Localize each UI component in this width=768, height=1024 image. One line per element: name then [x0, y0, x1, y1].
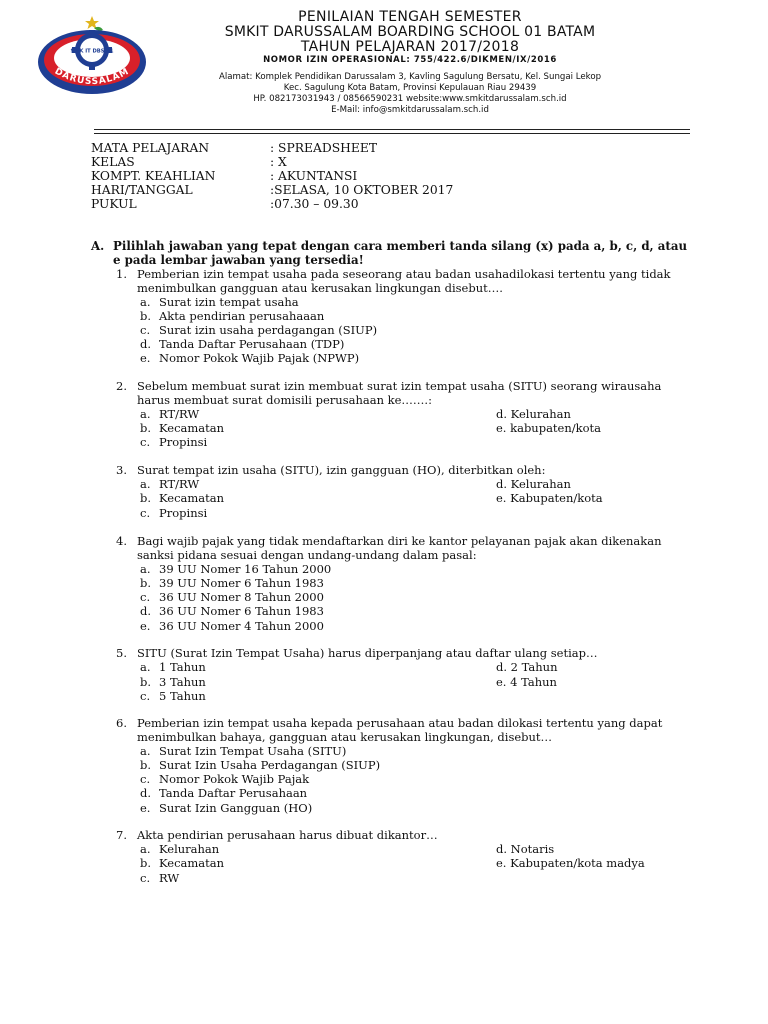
- option-d: d. Kelurahan: [496, 407, 571, 421]
- info-label: PUKUL: [91, 197, 137, 211]
- question-number: 6.: [116, 716, 127, 730]
- exam-page: SMK IT DBS 01 DARUSSALAM PENILAIAN TENGAH SEMESTER SMKIT DARUSSALAM BOARDING SCHOOL 01 BATAM TAHUN PELAJARAN 2017/2018 NOMOR IZIN OPERASIONAL: 755/422.6/DIKMEN/IX/2016 Alamat: Komplek Pendidikan Darussalam 3, Kavling Sagulung Bersatu, Kel. Sungai Lekop Kec. Sagulung Kota Batam, Provinsi Kepulauan Riau 29439 HP. 082173031943 / 08566590231 website:www.smkitdarussalam.sch.id E-Mail: info@smkitdarussalam.sch.id MATA PELAJARAN : SPREADSHEET KELAS : X KOMPT. KEAHLIAN : AKUNTANSI HARI/TANGGAL :SELASA, 10 OKTOBER 2017 PUKUL :07.30 – 09.30 A. Pilihlah jawaban yang tepat dengan cara memberi tanda silang (x) pada a, b, c, d, atau e pada lembar jawaban yang tersedia! 1. Pemberian izin tempat usaha pada seseorang atau badan usahadilokasi tertentu yang tidak menimbulkan gangguan atau kerusakan lingkungan disebut…. a. Surat izin tempat usaha b. Akta pendirian perusahaaan c. Surat izin usaha perdagangan (SIUP) d. Tanda Daftar Perusahaan (TDP) e. Nomor Pokok Wajib Pajak (NPWP) 2. Sebelum membuat surat izin membuat surat izin tempat usaha (SITU) seorang wirausaha harus membuat surat domisili perusahaan ke…….: a. RT/RW b. Kecamatan c. Propinsi d. Kelurahan e. kabupaten/kota 3. Surat tempat izin usaha (SITU), izin gangguan (HO), diterbitkan oleh: a. RT/RW b. Kecamatan c. Propinsi d. Kelurahan e. Kabupaten/kota 4. Bagi wajib pajak yang tidak mendaftarkan diri ke kantor pelayanan pajak akan dikenakan sanksi pidana sesuai dengan undang-undang dalam pasal: a. 39 UU Nomer 16 Tahun 2000 b. 39 UU Nomer 6 Tahun 1983 c. 36 UU Nomer 8 Tahun 2000 d. 36 UU Nomer 6 Tahun 1983 e. 36 UU Nomer 4 Tahun 2000 5. SITU (Surat Izin Tempat Usaha) harus diperpanjang atau daftar ulang setiap… a. 1 Tahun b. 3 Tahun c. 5 Tahun d. 2 Tahun e. 4 Tahun 6. Pemberian izin tempat usaha kepada perusahaan atau badan dilokasi tertentu yang dapat menimbulkan bahaya, gangguan atau kerusakan lingkungan, disebut… a. Surat Izin Tempat Usaha (SITU) b. Surat Izin Usaha Perdagangan (SIUP) c. Nomor Pokok Wajib Pajak d. Tanda Daftar Perusahaan e. Surat Izin Gangguan (HO) 7. Akta pendirian perusahaan harus dibuat dikantor… a. Kelurahan b. Kecamatan c. RW d. Notaris e. Kabupaten/kota madya: [0, 0, 768, 1024]
- option-d: d. 2 Tahun: [496, 660, 558, 674]
- instruction-text: Pilihlah jawaban yang tepat dengan cara memberi tanda silang (x) pada a, b, c, d, atau e pada lembar jawaban yang tersedia!: [113, 239, 688, 267]
- info-value: :07.30 – 09.30: [270, 197, 359, 211]
- logo-ring-text: DARUSSALAM: [52, 66, 132, 88]
- info-value: : AKUNTANSI: [270, 169, 358, 183]
- info-label: MATA PELAJARAN: [91, 141, 210, 155]
- address-line-2: Kec. Sagulung Kota Batam, Provinsi Kepulauan Riau 29439: [283, 83, 537, 93]
- academic-year: TAHUN PELAJARAN 2017/2018: [300, 39, 520, 55]
- question-text: Akta pendirian perusahaan harus dibuat dikantor…: [137, 828, 438, 842]
- info-value: :SELASA, 10 OKTOBER 2017: [270, 183, 454, 197]
- question-text: Surat tempat izin usaha (SITU), izin gangguan (HO), diterbitkan oleh:: [137, 463, 546, 477]
- question-number: 7.: [116, 828, 127, 842]
- address-line-1: Alamat: Komplek Pendidikan Darussalam 3, Kavling Sagulung Bersatu, Kel. Sungai Lekop: [218, 72, 602, 82]
- question-number: 3.: [116, 463, 127, 477]
- section-letter: A.: [91, 239, 105, 253]
- question-number: 2.: [116, 379, 127, 393]
- option-e: e. Kabupaten/kota: [496, 491, 603, 505]
- address-line-4: E-Mail: info@smkitdarussalam.sch.id: [331, 105, 489, 115]
- question-number: 1.: [116, 267, 127, 281]
- question-number: 5.: [116, 646, 127, 660]
- header-divider-thin: [94, 133, 690, 134]
- logo-badge-text: SMK IT DBS 01: [70, 48, 114, 55]
- header-divider: [94, 129, 690, 130]
- option-e: e. kabupaten/kota: [496, 421, 602, 435]
- exam-title: PENILAIAN TENGAH SEMESTER: [298, 9, 522, 25]
- question-number: 4.: [116, 534, 127, 548]
- address-line-3: HP. 082173031943 / 08566590231 website:www.smkitdarussalam.sch.id: [253, 94, 567, 104]
- question-text: Pemberian izin tempat usaha pada seseorang atau badan usahadilokasi tertentu yang tidak menimbulkan gangguan atau kerusakan lingkungan disebut….: [137, 267, 671, 295]
- question-text: Pemberian izin tempat usaha kepada perusahaan atau badan dilokasi tertentu yang dapat menimbulkan bahaya, gangguan atau kerusakan lingkungan, disebut…: [137, 716, 663, 744]
- info-value: : SPREADSHEET: [270, 141, 378, 155]
- option-d: d. Notaris: [496, 842, 555, 856]
- option-e: e. 4 Tahun: [496, 675, 557, 689]
- info-label: HARI/TANGGAL: [91, 183, 193, 197]
- question-text: Sebelum membuat surat izin membuat surat izin tempat usaha (SITU) seorang wirausaha harus membuat surat domisili perusahaan ke…….:: [137, 379, 662, 407]
- info-label: KOMPT. KEAHLIAN: [91, 169, 216, 183]
- option-e: e. Kabupaten/kota madya: [496, 856, 645, 870]
- option-d: d. Kelurahan: [496, 477, 571, 491]
- school-name: SMKIT DARUSSALAM BOARDING SCHOOL 01 BATAM: [224, 24, 596, 40]
- question-text: SITU (Surat Izin Tempat Usaha) harus diperpanjang atau daftar ulang setiap…: [137, 646, 598, 660]
- school-logo: [36, 14, 148, 98]
- question-text: Bagi wajib pajak yang tidak mendaftarkan diri ke kantor pelayanan pajak akan dikenakan sanksi pidana sesuai dengan undang-undang dalam pasal:: [137, 534, 662, 562]
- info-value: : X: [270, 155, 287, 169]
- license-number: NOMOR IZIN OPERASIONAL: 755/422.6/DIKMEN/IX/2016: [263, 55, 557, 65]
- info-label: KELAS: [91, 155, 135, 169]
